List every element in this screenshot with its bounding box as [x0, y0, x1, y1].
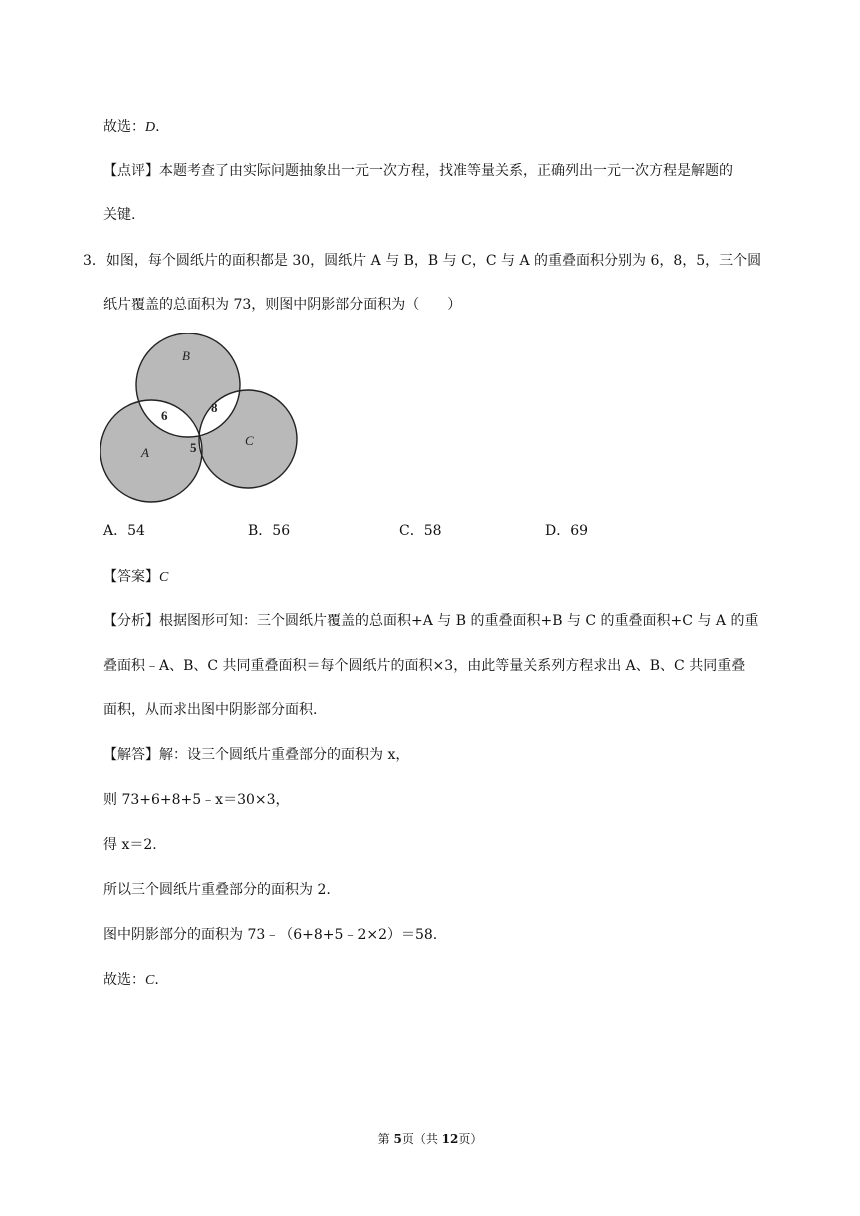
label-overlap-bc: 8: [211, 400, 218, 415]
question-number: 3．: [83, 253, 106, 269]
question-stem-line1: [83, 251, 761, 271]
prev-answer-letter: D: [145, 120, 156, 135]
answer-tag: 【答案】: [103, 569, 159, 585]
solution-text-1: 解：设三个圆纸片重叠部分的面积为 x，: [159, 747, 410, 763]
option-c-letter: C．: [399, 523, 424, 539]
prev-answer-prefix: 故选：: [103, 119, 145, 135]
option-c: [399, 521, 442, 541]
comment-text-1: 本题考查了由实际问题抽象出一元一次方程，找准等量关系，正确列出一元一次方程是解题的: [159, 163, 733, 179]
solution-line3: 得 x＝2.: [103, 837, 157, 853]
option-a-letter: A．: [103, 523, 128, 539]
question-stem-text-1: 如图，每个圆纸片的面积都是 30，圆纸片 A 与 B，B 与 C，C 与 A 的重叠面积分别为 6，8，5，三个圆: [105, 253, 762, 269]
footer-pre: 第: [377, 1132, 394, 1146]
comment-tag: 【点评】: [103, 163, 159, 179]
question-stem-line2: 纸片覆盖的总面积为 73，则图中阴影部分面积为（ ）: [103, 297, 462, 313]
final-letter: C: [145, 973, 155, 988]
option-d: [545, 521, 588, 541]
option-d-letter: D．: [545, 523, 571, 539]
page-footer: [0, 1130, 860, 1148]
final-answer-line: [103, 970, 159, 991]
label-a: A: [141, 445, 149, 460]
final-suffix: .: [154, 972, 159, 988]
solution-line4: 所以三个圆纸片重叠部分的面积为 2.: [103, 882, 331, 898]
solution-line5: 图中阴影部分的面积为 73﹣（6+8+5﹣2×2）＝58.: [103, 927, 438, 943]
label-c: C: [245, 433, 254, 448]
analysis-line2: 叠面积﹣A、B、C 共同重叠面积＝每个圆纸片的面积×3，由此等量关系列方程求出 A、B、C 共同重叠: [103, 658, 746, 674]
prev-comment-line1: [103, 161, 733, 181]
option-b: [248, 521, 290, 541]
solution-tag: 【解答】: [103, 747, 159, 763]
prev-comment-line2: 关键.: [103, 207, 136, 223]
option-c-value: 58: [423, 523, 442, 539]
prev-answer-line: [103, 117, 160, 138]
footer-mid: 页（共: [401, 1132, 442, 1146]
footer-post: 页）: [458, 1132, 483, 1146]
answer-value: C: [159, 570, 169, 585]
solution-line1: [103, 745, 409, 765]
prev-answer-suffix: .: [155, 119, 160, 135]
final-prefix: 故选：: [103, 972, 145, 988]
solution-line2: 则 73+6+8+5﹣x＝30×3，: [103, 792, 290, 808]
footer-page-number: 5: [393, 1132, 402, 1146]
analysis-line3: 面积，从而求出图中阴影部分面积.: [103, 702, 318, 718]
analysis-tag: 【分析】: [103, 613, 159, 629]
option-a-value: 54: [127, 523, 145, 539]
label-b: B: [182, 348, 190, 363]
option-b-value: 56: [272, 523, 291, 539]
answer-line: [103, 567, 168, 588]
label-overlap-ca: 5: [190, 440, 197, 455]
analysis-line1: [103, 611, 758, 631]
footer-total-pages: 12: [441, 1132, 459, 1146]
option-a: [103, 521, 145, 541]
option-d-value: 69: [570, 523, 589, 539]
venn-diagram-figure: [100, 333, 300, 511]
option-b-letter: B．: [248, 523, 273, 539]
analysis-text-1: 根据图形可知：三个圆纸片覆盖的总面积+A 与 B 的重叠面积+B 与 C 的重叠面积+C 与 A 的重: [159, 613, 759, 629]
label-overlap-ab: 6: [161, 408, 168, 423]
